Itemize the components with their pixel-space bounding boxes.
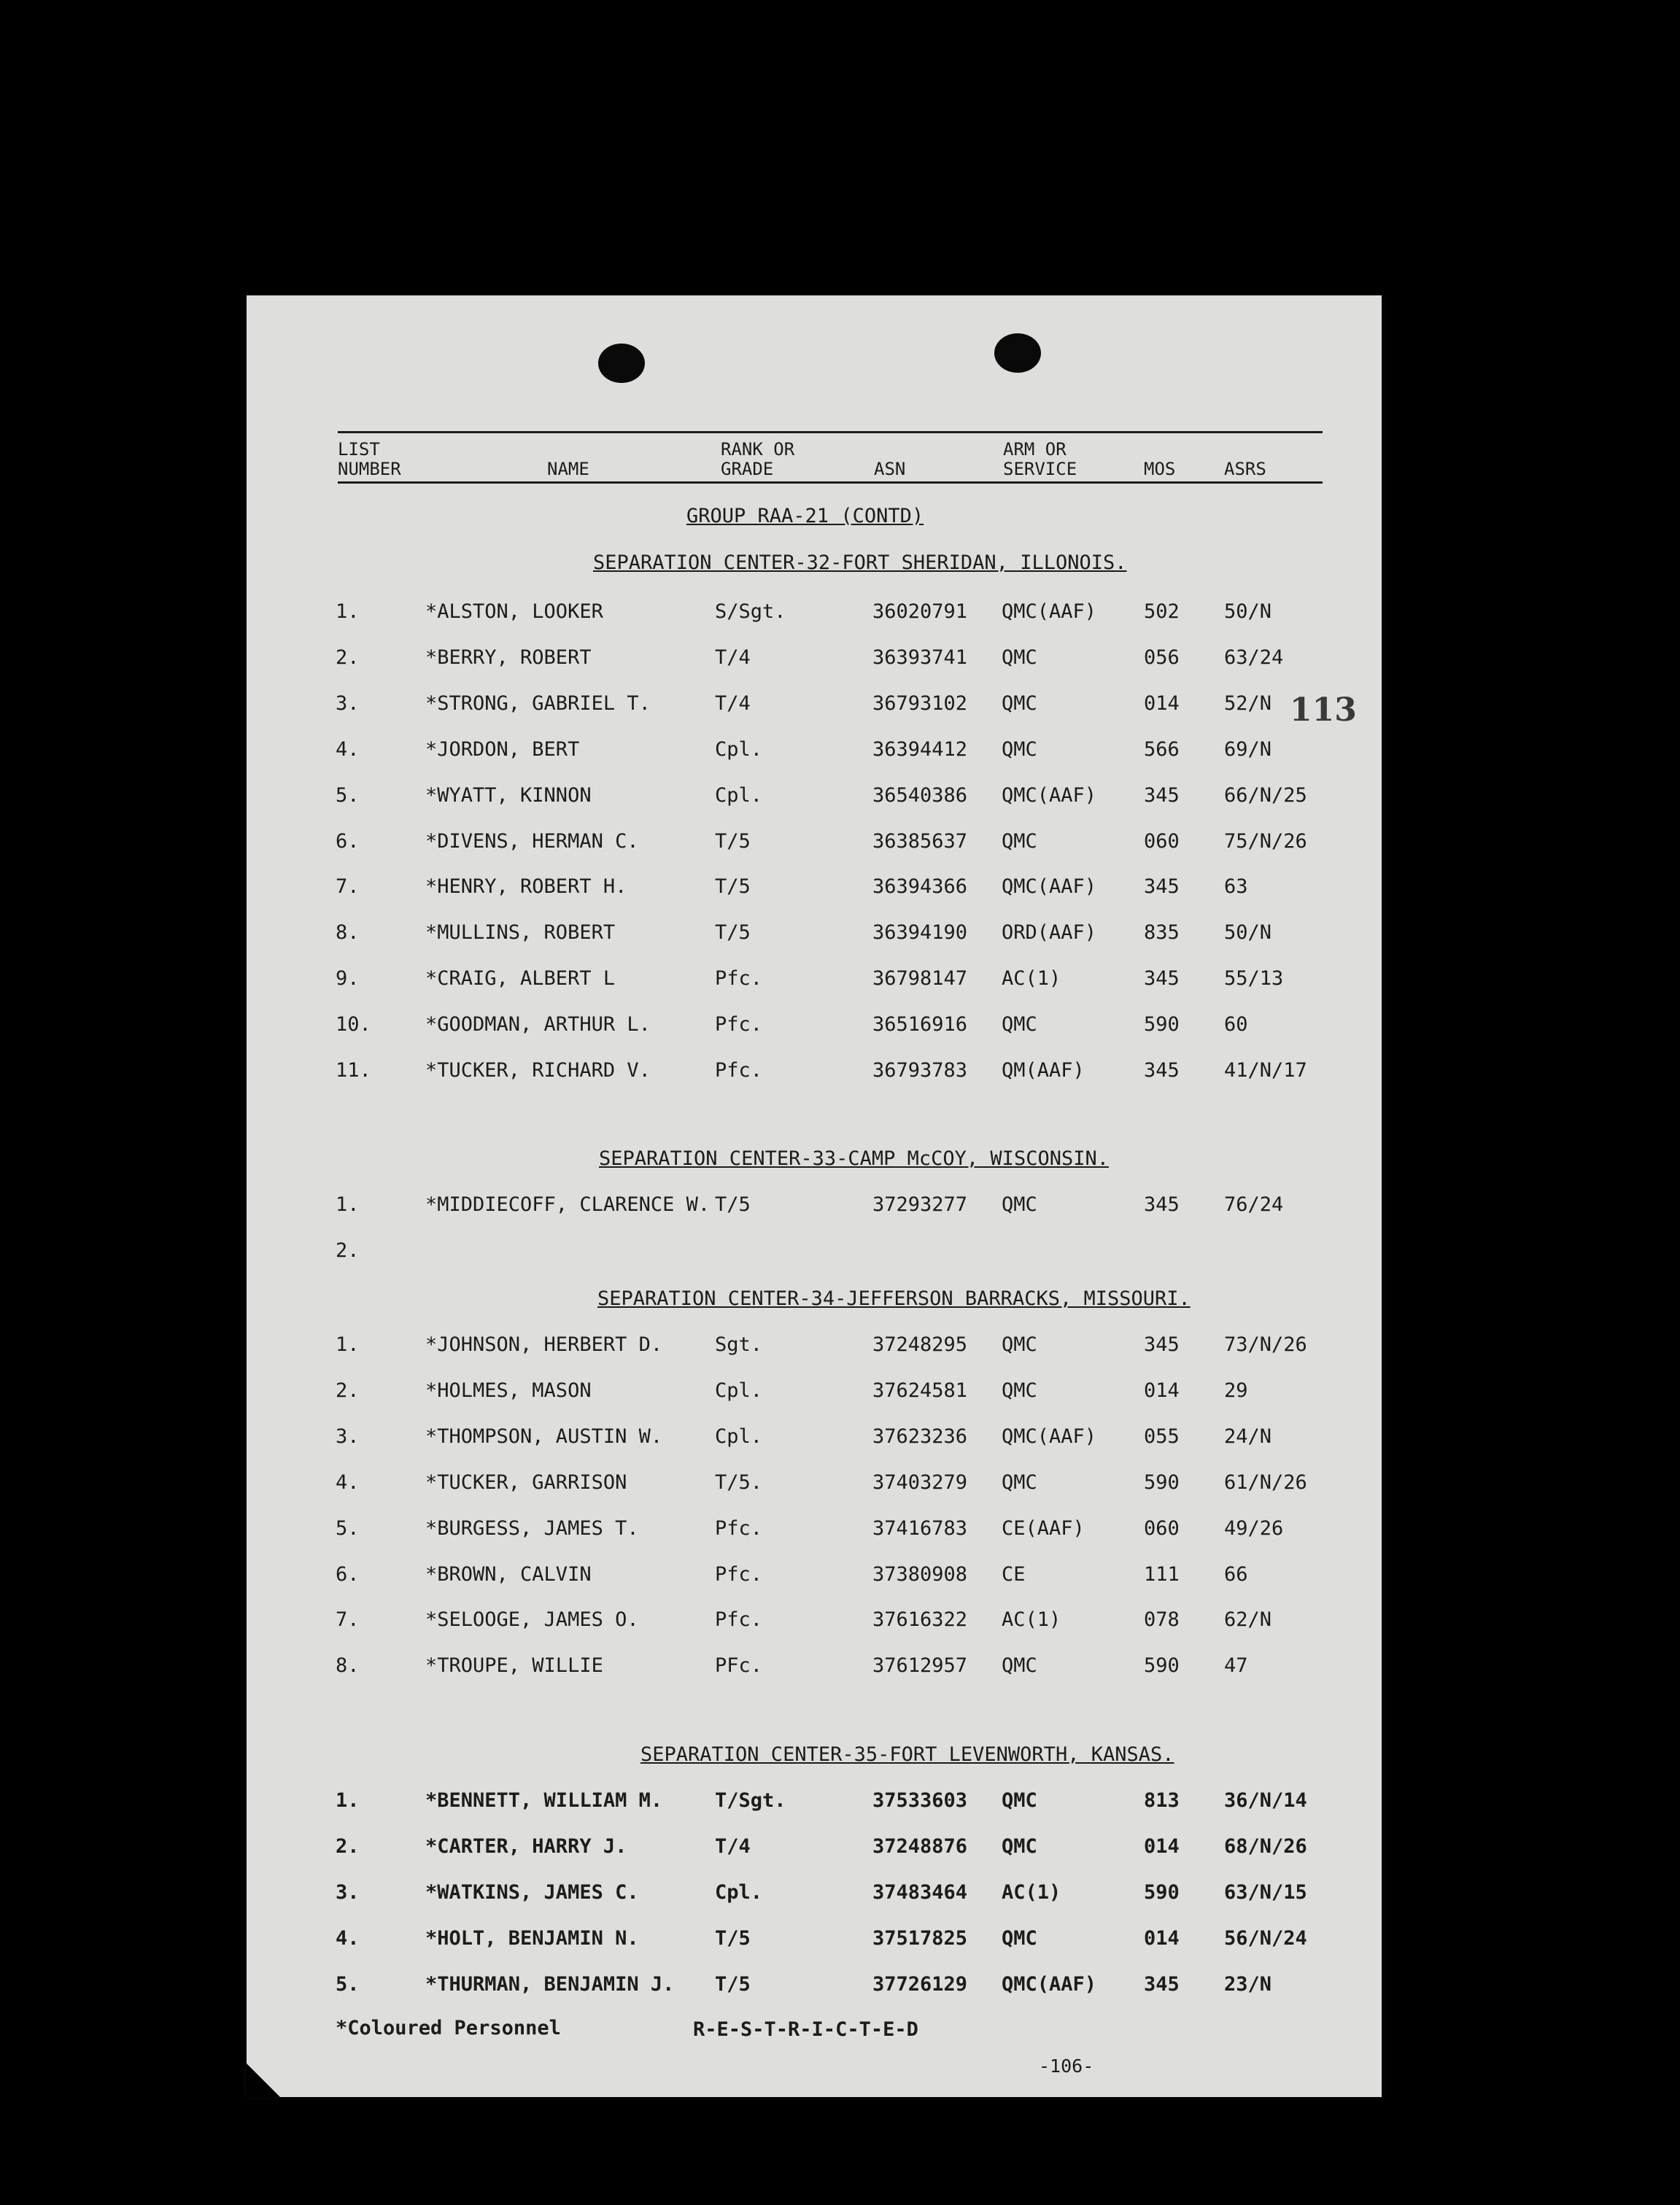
cell-asn: 36394366 — [872, 875, 968, 899]
cell-name: *HOLT, BENJAMIN N. — [425, 1926, 639, 1950]
table-row — [247, 1333, 1382, 1363]
footnote-coloured-personnel: *Coloured Personnel — [336, 2017, 561, 2039]
folded-corner — [247, 2063, 280, 2097]
cell-asrs: 47 — [1224, 1654, 1248, 1678]
cell-arm: QMC — [1002, 1926, 1037, 1950]
cell-num: 9. — [336, 967, 360, 991]
table-row — [247, 784, 1382, 813]
section-title: SEPARATION CENTER-33-CAMP McCOY, WISCONSIN. — [599, 1147, 1109, 1170]
cell-mos: 345 — [1144, 967, 1180, 991]
table-row — [247, 1379, 1382, 1408]
cell-rank: Cpl. — [715, 1880, 763, 1904]
cell-name: *WATKINS, JAMES C. — [425, 1880, 639, 1904]
cell-num: 1. — [336, 1789, 360, 1812]
cell-name: *SELOOGE, JAMES O. — [425, 1608, 639, 1632]
cell-mos: 060 — [1144, 829, 1180, 853]
cell-num: 5. — [336, 783, 360, 807]
cell-num: 2. — [336, 1834, 360, 1858]
cell-arm: CE — [1002, 1562, 1026, 1586]
cell-asrs: 63 — [1224, 875, 1248, 899]
cell-arm: QMC — [1002, 1013, 1037, 1036]
cell-arm: QMC(AAF) — [1002, 1425, 1097, 1448]
cell-name: *ALSTON, LOOKER — [425, 600, 603, 623]
cell-rank: Cpl. — [715, 783, 763, 807]
cell-name: *STRONG, GABRIEL T. — [425, 691, 651, 715]
cell-name: *JOHNSON, HERBERT D. — [425, 1333, 663, 1356]
table-row — [247, 921, 1382, 950]
cell-arm: QMC(AAF) — [1002, 600, 1097, 623]
cell-asn: 36020791 — [872, 600, 968, 623]
cell-name: *TUCKER, RICHARD V. — [425, 1059, 651, 1082]
punch-hole-right — [994, 333, 1041, 373]
cell-name: *MIDDIECOFF, CLARENCE W. — [425, 1193, 711, 1216]
cell-mos: 345 — [1144, 1059, 1180, 1082]
cell-asn: 36394412 — [872, 737, 968, 761]
cell-num: 1. — [336, 600, 360, 623]
cell-asrs: 55/13 — [1224, 967, 1284, 991]
header-rank-line1: RANK OR — [721, 439, 795, 460]
punch-hole-left — [598, 344, 645, 383]
cell-rank: T/4 — [715, 691, 751, 715]
cell-num: 5. — [336, 1516, 360, 1540]
cell-asrs: 75/N/26 — [1224, 829, 1307, 853]
cell-asrs: 36/N/14 — [1224, 1789, 1307, 1812]
cell-asn: 36798147 — [872, 967, 968, 991]
cell-num: 3. — [336, 1425, 360, 1448]
cell-arm: QMC(AAF) — [1002, 1972, 1097, 1996]
cell-mos: 590 — [1144, 1880, 1180, 1904]
cell-arm: QMC — [1002, 691, 1037, 715]
cell-rank: Cpl. — [715, 737, 763, 761]
cell-num: 11. — [336, 1059, 371, 1082]
cell-mos: 014 — [1144, 1926, 1180, 1950]
cell-asrs: 76/24 — [1224, 1193, 1284, 1216]
cell-arm: QMC — [1002, 1654, 1037, 1678]
cell-mos: 345 — [1144, 875, 1180, 899]
cell-arm: CE(AAF) — [1002, 1516, 1085, 1540]
cell-asn: 37416783 — [872, 1516, 968, 1540]
header-arm-line2: SERVICE — [1003, 459, 1077, 479]
cell-num: 4. — [336, 1470, 360, 1494]
cell-mos: 502 — [1144, 600, 1180, 623]
cell-mos: 056 — [1144, 646, 1180, 669]
cell-arm: QMC — [1002, 1834, 1037, 1858]
cell-name: *TUCKER, GARRISON — [425, 1470, 627, 1494]
cell-asrs: 66 — [1224, 1562, 1248, 1586]
cell-arm: QMC(AAF) — [1002, 783, 1097, 807]
table-row — [247, 738, 1382, 767]
table-row — [247, 830, 1382, 859]
section-title: SEPARATION CENTER-34-JEFFERSON BARRACKS, MISSOURI. — [597, 1287, 1191, 1310]
cell-mos: 014 — [1144, 1379, 1180, 1402]
cell-mos: 590 — [1144, 1654, 1180, 1678]
cell-name: *CARTER, HARRY J. — [425, 1834, 627, 1858]
cell-asrs: 63/N/15 — [1224, 1880, 1307, 1904]
cell-num: 8. — [336, 921, 360, 945]
cell-rank: T/5 — [715, 829, 751, 853]
table-row — [247, 1881, 1382, 1910]
cell-num: 4. — [336, 1926, 360, 1950]
table-row — [247, 1239, 1382, 1268]
cell-mos: 078 — [1144, 1608, 1180, 1632]
cell-asrs: 73/N/26 — [1224, 1333, 1307, 1356]
header-asn: ASN — [874, 459, 906, 479]
table-row — [247, 1608, 1382, 1638]
cell-mos: 111 — [1144, 1562, 1180, 1586]
cell-mos: 055 — [1144, 1425, 1180, 1448]
header-arm-line1: ARM OR — [1003, 439, 1067, 460]
cell-asn: 36793783 — [872, 1059, 968, 1082]
cell-rank: T/4 — [715, 646, 751, 669]
cell-mos: 566 — [1144, 737, 1180, 761]
table-row — [247, 1973, 1382, 2002]
cell-rank: T/5 — [715, 1972, 751, 1996]
cell-num: 10. — [336, 1013, 371, 1036]
cell-rank: T/4 — [715, 1834, 751, 1858]
cell-asn: 37726129 — [872, 1972, 968, 1996]
header-list-number-line1: LIST — [338, 439, 380, 460]
cell-name: *DIVENS, HERMAN C. — [425, 829, 639, 853]
cell-num: 7. — [336, 1608, 360, 1632]
table-row — [247, 1654, 1382, 1683]
cell-name: *JORDON, BERT — [425, 737, 580, 761]
cell-mos: 014 — [1144, 691, 1180, 715]
cell-arm: QMC(AAF) — [1002, 875, 1097, 899]
cell-num: 1. — [336, 1193, 360, 1216]
cell-asrs: 41/N/17 — [1224, 1059, 1307, 1082]
group-title: GROUP RAA-21 (CONTD) — [686, 505, 924, 527]
header-rank-line2: GRADE — [721, 459, 774, 479]
cell-rank: T/Sgt. — [715, 1789, 786, 1812]
cell-asn: 36385637 — [872, 829, 968, 853]
header-rule-top — [338, 431, 1323, 433]
cell-num: 3. — [336, 1880, 360, 1904]
cell-asn: 36540386 — [872, 783, 968, 807]
cell-mos: 345 — [1144, 1333, 1180, 1356]
cell-asn: 37403279 — [872, 1470, 968, 1494]
cell-num: 2. — [336, 1379, 360, 1402]
header-list-number-line2: NUMBER — [338, 459, 401, 479]
cell-asrs: 60 — [1224, 1013, 1248, 1036]
cell-asn: 36793102 — [872, 691, 968, 715]
cell-arm: ORD(AAF) — [1002, 921, 1097, 945]
table-row — [247, 1563, 1382, 1592]
table-row — [247, 646, 1382, 675]
cell-asn: 37293277 — [872, 1193, 968, 1216]
cell-arm: QMC — [1002, 1379, 1037, 1402]
header-name: NAME — [547, 459, 589, 479]
table-row — [247, 692, 1382, 721]
cell-asn: 36394190 — [872, 921, 968, 945]
cell-num: 6. — [336, 1562, 360, 1586]
cell-num: 6. — [336, 829, 360, 853]
cell-name: *BENNETT, WILLIAM M. — [425, 1789, 663, 1812]
cell-name: *MULLINS, ROBERT — [425, 921, 616, 945]
cell-mos: 590 — [1144, 1470, 1180, 1494]
cell-name: *HOLMES, MASON — [425, 1379, 592, 1402]
cell-rank: Pfc. — [715, 1013, 763, 1036]
cell-name: *THOMPSON, AUSTIN W. — [425, 1425, 663, 1448]
header-arm — [1003, 440, 1077, 479]
cell-rank: Cpl. — [715, 1379, 763, 1402]
cell-asn: 37248295 — [872, 1333, 968, 1356]
cell-asn: 37483464 — [872, 1880, 968, 1904]
cell-arm: AC(1) — [1002, 967, 1061, 991]
table-row — [247, 1471, 1382, 1500]
cell-mos: 835 — [1144, 921, 1180, 945]
cell-name: *TROUPE, WILLIE — [425, 1654, 603, 1678]
cell-asrs: 29 — [1224, 1379, 1248, 1402]
header-rule-bottom — [338, 481, 1323, 484]
cell-num: 8. — [336, 1654, 360, 1678]
cell-asn: 37533603 — [872, 1789, 968, 1812]
header-list-number — [338, 440, 401, 479]
cell-asrs: 50/N — [1224, 600, 1272, 623]
table-row — [247, 1425, 1382, 1454]
cell-asn: 37612957 — [872, 1654, 968, 1678]
cell-rank: Pfc. — [715, 967, 763, 991]
cell-num: 3. — [336, 691, 360, 715]
cell-rank: T/5 — [715, 921, 751, 945]
cell-asn: 37624581 — [872, 1379, 968, 1402]
cell-arm: QM(AAF) — [1002, 1059, 1085, 1082]
cell-asn: 37248876 — [872, 1834, 968, 1858]
cell-name: *BROWN, CALVIN — [425, 1562, 592, 1586]
cell-mos: 060 — [1144, 1516, 1180, 1540]
cell-arm: QMC — [1002, 737, 1037, 761]
table-row — [247, 1789, 1382, 1818]
table-row — [247, 1013, 1382, 1042]
cell-asrs: 61/N/26 — [1224, 1470, 1307, 1494]
cell-mos: 345 — [1144, 1193, 1180, 1216]
header-mos: MOS — [1144, 459, 1176, 479]
cell-num: 2. — [336, 646, 360, 669]
cell-rank: Sgt. — [715, 1333, 763, 1356]
cell-asrs: 50/N — [1224, 921, 1272, 945]
cell-asn: 37380908 — [872, 1562, 968, 1586]
cell-name: *HENRY, ROBERT H. — [425, 875, 627, 899]
cell-asrs: 68/N/26 — [1224, 1834, 1307, 1858]
table-row — [247, 1835, 1382, 1864]
cell-rank: T/5 — [715, 1193, 751, 1216]
cell-num: 1. — [336, 1333, 360, 1356]
cell-rank: PFc. — [715, 1654, 763, 1678]
cell-name: *GOODMAN, ARTHUR L. — [425, 1013, 651, 1036]
cell-arm: QMC — [1002, 1193, 1037, 1216]
cell-arm: QMC — [1002, 829, 1037, 853]
cell-arm: QMC — [1002, 1470, 1037, 1494]
cell-asrs: 62/N — [1224, 1608, 1272, 1632]
cell-arm: AC(1) — [1002, 1880, 1061, 1904]
cell-num: 5. — [336, 1972, 360, 1996]
cell-rank: S/Sgt. — [715, 600, 786, 623]
table-row — [247, 967, 1382, 996]
section-title: SEPARATION CENTER-32-FORT SHERIDAN, ILLONOIS. — [593, 551, 1127, 574]
document-page — [247, 295, 1382, 2097]
table-row — [247, 1517, 1382, 1546]
cell-name: *THURMAN, BENJAMIN J. — [425, 1972, 675, 1996]
cell-mos: 813 — [1144, 1789, 1180, 1812]
cell-asrs: 56/N/24 — [1224, 1926, 1307, 1950]
cell-rank: T/5. — [715, 1470, 763, 1494]
table-row — [247, 1193, 1382, 1222]
cell-mos: 345 — [1144, 783, 1180, 807]
cell-asrs: 49/26 — [1224, 1516, 1284, 1540]
cell-asrs: 23/N — [1224, 1972, 1272, 1996]
cell-rank: T/5 — [715, 1926, 751, 1950]
cell-mos: 345 — [1144, 1972, 1180, 1996]
cell-name: *BERRY, ROBERT — [425, 646, 592, 669]
cell-rank: T/5 — [715, 875, 751, 899]
table-row — [247, 600, 1382, 629]
cell-asn: 36516916 — [872, 1013, 968, 1036]
cell-mos: 590 — [1144, 1013, 1180, 1036]
cell-num: 7. — [336, 875, 360, 899]
cell-asn: 37623236 — [872, 1425, 968, 1448]
cell-asn: 36393741 — [872, 646, 968, 669]
cell-num: 2. — [336, 1239, 360, 1262]
cell-rank: Pfc. — [715, 1059, 763, 1082]
cell-arm: AC(1) — [1002, 1608, 1061, 1632]
cell-rank: Pfc. — [715, 1562, 763, 1586]
header-rank — [721, 440, 794, 479]
cell-asrs: 66/N/25 — [1224, 783, 1307, 807]
cell-asrs: 52/N — [1224, 691, 1272, 715]
table-row — [247, 1927, 1382, 1956]
cell-name: *CRAIG, ALBERT L — [425, 967, 616, 991]
cell-asrs: 24/N — [1224, 1425, 1272, 1448]
cell-num: 4. — [336, 737, 360, 761]
cell-asrs: 63/24 — [1224, 646, 1284, 669]
section-title: SEPARATION CENTER-35-FORT LEVENWORTH, KANSAS. — [640, 1743, 1174, 1766]
cell-name: *BURGESS, JAMES T. — [425, 1516, 639, 1540]
cell-arm: QMC — [1002, 1789, 1037, 1812]
table-row — [247, 875, 1382, 904]
table-row — [247, 1059, 1382, 1088]
handwritten-page-mark: 113 — [1290, 691, 1357, 729]
cell-rank: Cpl. — [715, 1425, 763, 1448]
cell-asn: 37616322 — [872, 1608, 968, 1632]
cell-mos: 014 — [1144, 1834, 1180, 1858]
cell-arm: QMC — [1002, 1333, 1037, 1356]
cell-asn: 37517825 — [872, 1926, 968, 1950]
cell-rank: Pfc. — [715, 1608, 763, 1632]
header-asrs: ASRS — [1224, 459, 1266, 479]
classification-restricted: R-E-S-T-R-I-C-T-E-D — [693, 2018, 918, 2041]
page-number: -106- — [1039, 2055, 1094, 2077]
cell-rank: Pfc. — [715, 1516, 763, 1540]
cell-arm: QMC — [1002, 646, 1037, 669]
cell-name: *WYATT, KINNON — [425, 783, 592, 807]
cell-asrs: 69/N — [1224, 737, 1272, 761]
